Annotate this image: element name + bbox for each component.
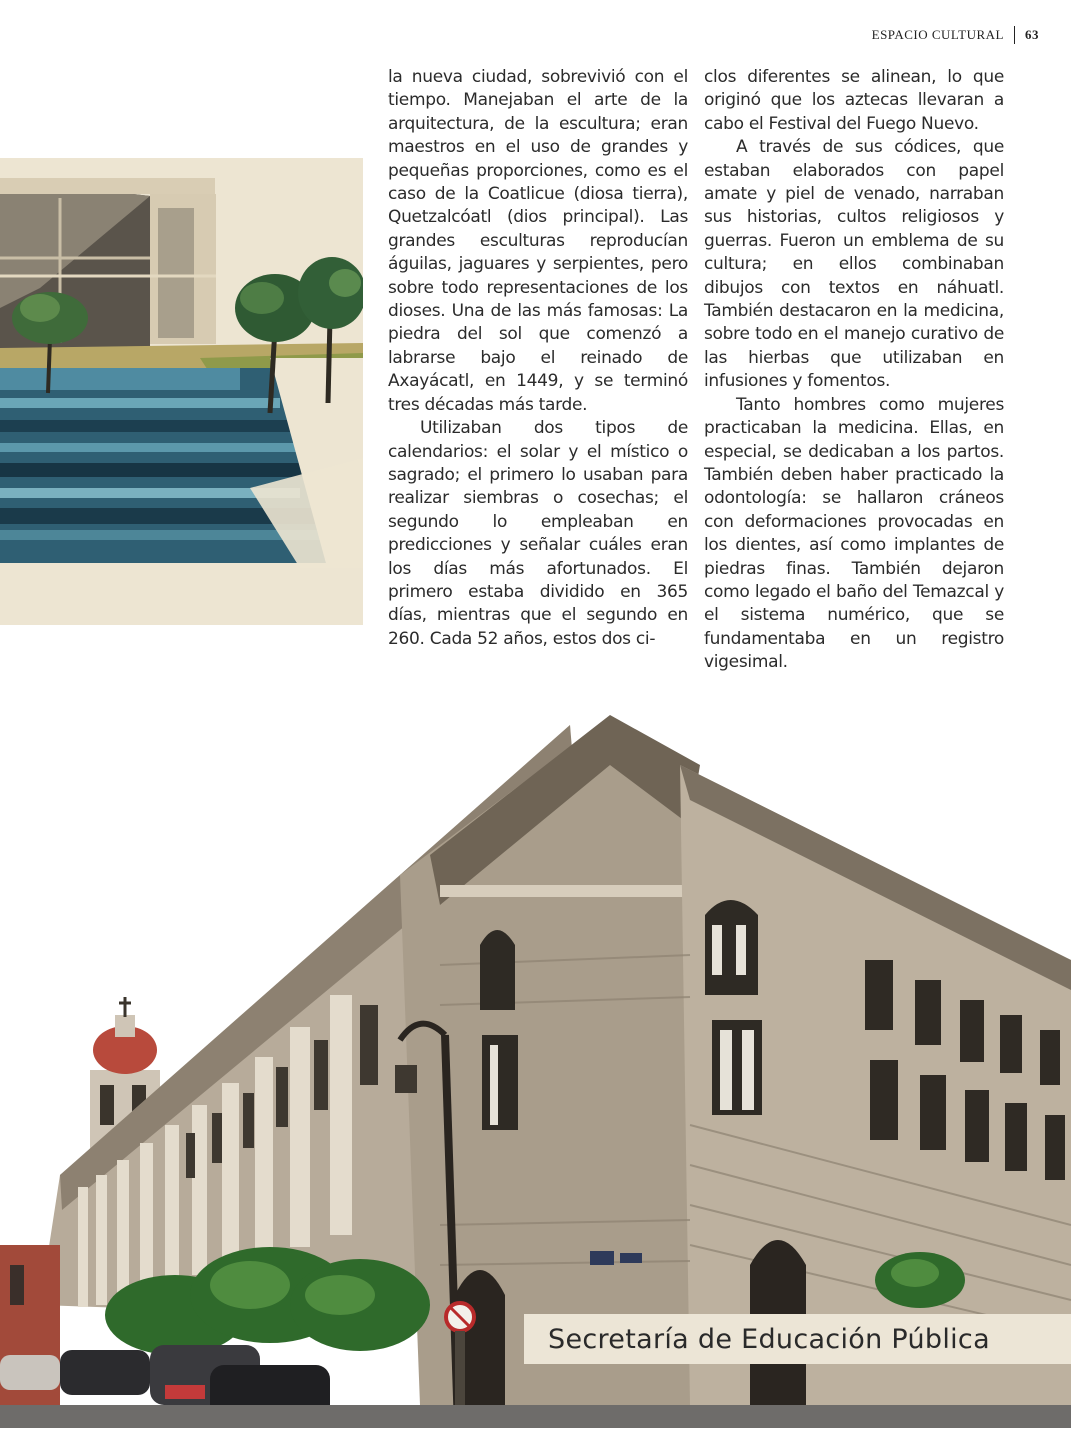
page-number: 63 <box>1025 27 1039 42</box>
running-header <box>872 24 1039 46</box>
paragraph: Utilizaban dos tipos de calendarios: el solar y el místico o sagrado; el primero lo usaban para realizar siembras o cosechas; el segundo lo empleaban en predicciones y señalar cuáles eran los días más afortunados. El primero estaba dividido en 365 días, mientras que el segundo en 260. Cada 52 años, estos dos ci- <box>388 418 688 649</box>
header-divider <box>1014 26 1015 44</box>
photo-caption: Secretaría de Educación Pública <box>524 1314 1071 1364</box>
stylized-architecture-illustration <box>0 158 363 625</box>
paragraph: A través de sus códices, que estaban elaborados con papel amate y piel de venado, narraban sus historias, cultos religiosos y guerras. Fueron un emblema de su cultura; en ellos combinaban dibujos con textos en náhuatl. También destacaron en la medicina, sobre todo en el manejo curativo de las hierbas que utilizaban en infusiones y fomentos. <box>704 137 1004 392</box>
paragraph: Tanto hombres como mujeres practicaban la medicina. Ellas, en especial, se dedicaban a los partos. También deben haber practicado la odontología: se hallaron cráneos con deformaciones provocadas en los dientes, así como implantes de piedras finas. También dejaron como legado el baño del Temazcal y el sistema numérico, que se fundamentaba en un registro vigesimal. <box>704 394 1004 673</box>
paragraph: la nueva ciudad, sobrevivió con el tiempo. Manejaban el arte de la arquitectura, de la escultura; eran maestros en el uso de grandes y pequeñas proporciones, como es el caso de la Coatlicue (diosa tierra), Quetzalcóatl (dios principal). Las grandes esculturas reproducían águilas, jaguares y serpientes, pero sobre todo representaciones de los dioses. Una de las más famosas: La piedra del sol que comenzó a labrarse bajo el reinado de Axayácatl, en 1449, y se terminó tres décadas más tarde. <box>388 67 688 415</box>
section-title: ESPACIO CULTURAL <box>871 27 1004 42</box>
article-column-left <box>388 66 688 651</box>
paragraph: clos diferentes se alinean, lo que originó que los aztecas llevaran a cabo el Festival del Fuego Nuevo. <box>704 67 1004 134</box>
article-column-right <box>704 66 1004 675</box>
